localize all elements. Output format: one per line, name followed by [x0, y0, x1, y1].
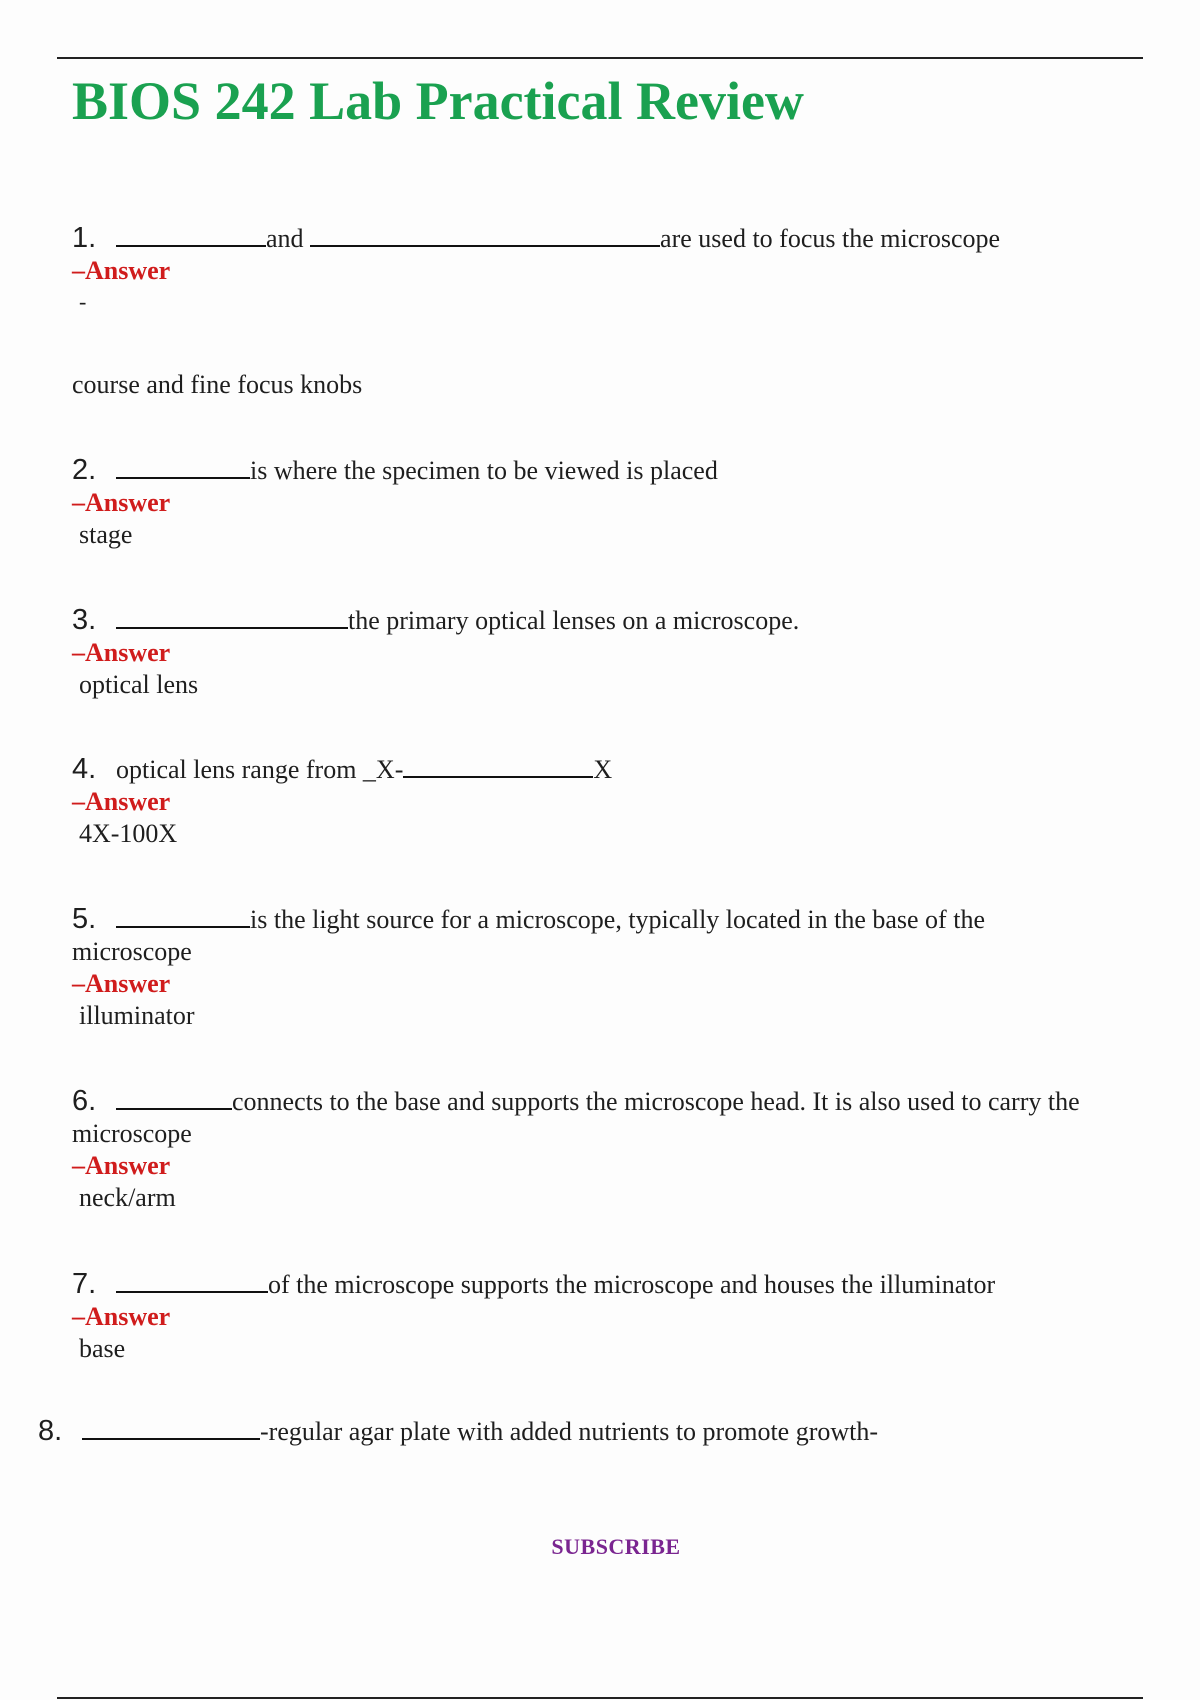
- question-8: [38, 1415, 1150, 1448]
- fill-blank: [116, 605, 348, 629]
- question-4: [72, 753, 1150, 850]
- answer-text: optical lens: [79, 670, 199, 699]
- question-text: is where the specimen to be viewed is placed: [250, 456, 718, 485]
- question-text: is the light source for a microscope, typically located in the base of the: [250, 905, 985, 934]
- answer-text: illuminator: [79, 1001, 195, 1030]
- answer-dash: -: [79, 289, 87, 314]
- answer-text: course and fine focus knobs: [72, 370, 363, 399]
- question-number: 7.: [72, 1268, 97, 1300]
- question-number: 5.: [72, 903, 97, 935]
- top-rule: [57, 57, 1143, 59]
- question-number: 6.: [72, 1085, 97, 1117]
- question-text: the primary optical lenses on a microscope.: [348, 606, 800, 635]
- answer-label: –Answer: [72, 638, 171, 667]
- answer-text: base: [79, 1334, 126, 1363]
- answer-label: –Answer: [72, 256, 171, 285]
- answer-text: 4X-100X: [79, 819, 178, 848]
- answer-text: neck/arm: [79, 1183, 176, 1212]
- question-text: X: [593, 755, 613, 784]
- answer-label: –Answer: [72, 787, 171, 816]
- question-text: connects to the base and supports the microscope head. It is also used to carry the: [232, 1087, 1080, 1116]
- fill-blank: [116, 455, 250, 479]
- answer-label: –Answer: [72, 1151, 171, 1180]
- question-number: 4.: [72, 753, 97, 785]
- bottom-rule: [57, 1697, 1143, 1699]
- question-text: of the microscope supports the microscope and houses the illuminator: [268, 1270, 996, 1299]
- fill-blank: [310, 223, 660, 247]
- answer-label: –Answer: [72, 969, 171, 998]
- fill-blank: [116, 1269, 268, 1293]
- question-1: [72, 222, 1150, 401]
- question-5: [72, 903, 1150, 1032]
- question-2: [72, 454, 1150, 551]
- question-6: [72, 1085, 1200, 1214]
- fill-blank: [116, 1086, 232, 1110]
- question-number: 1.: [72, 222, 97, 254]
- question-text: and: [266, 224, 304, 253]
- document-title: BIOS 242 Lab Practical Review: [72, 71, 804, 131]
- answer-text: stage: [79, 520, 133, 549]
- question-7: [72, 1268, 1150, 1365]
- fill-blank: [82, 1416, 260, 1440]
- question-text: are used to focus the microscope: [660, 224, 1001, 253]
- question-3: [72, 604, 1150, 701]
- fill-blank: [403, 754, 593, 778]
- question-text-continued: microscope: [72, 1119, 192, 1148]
- subscribe-link[interactable]: SUBSCRIBE: [551, 1534, 681, 1559]
- fill-blank: [116, 223, 266, 247]
- answer-label: –Answer: [72, 488, 171, 517]
- question-text: optical lens range from _X-: [116, 755, 404, 784]
- question-number: 2.: [72, 454, 97, 486]
- question-text-continued: microscope: [72, 937, 192, 966]
- fill-blank: [116, 904, 250, 928]
- question-number: 3.: [72, 604, 97, 636]
- question-text: -regular agar plate with added nutrients to promote growth-: [260, 1417, 879, 1446]
- question-number: 8.: [38, 1415, 63, 1447]
- answer-label: –Answer: [72, 1302, 171, 1331]
